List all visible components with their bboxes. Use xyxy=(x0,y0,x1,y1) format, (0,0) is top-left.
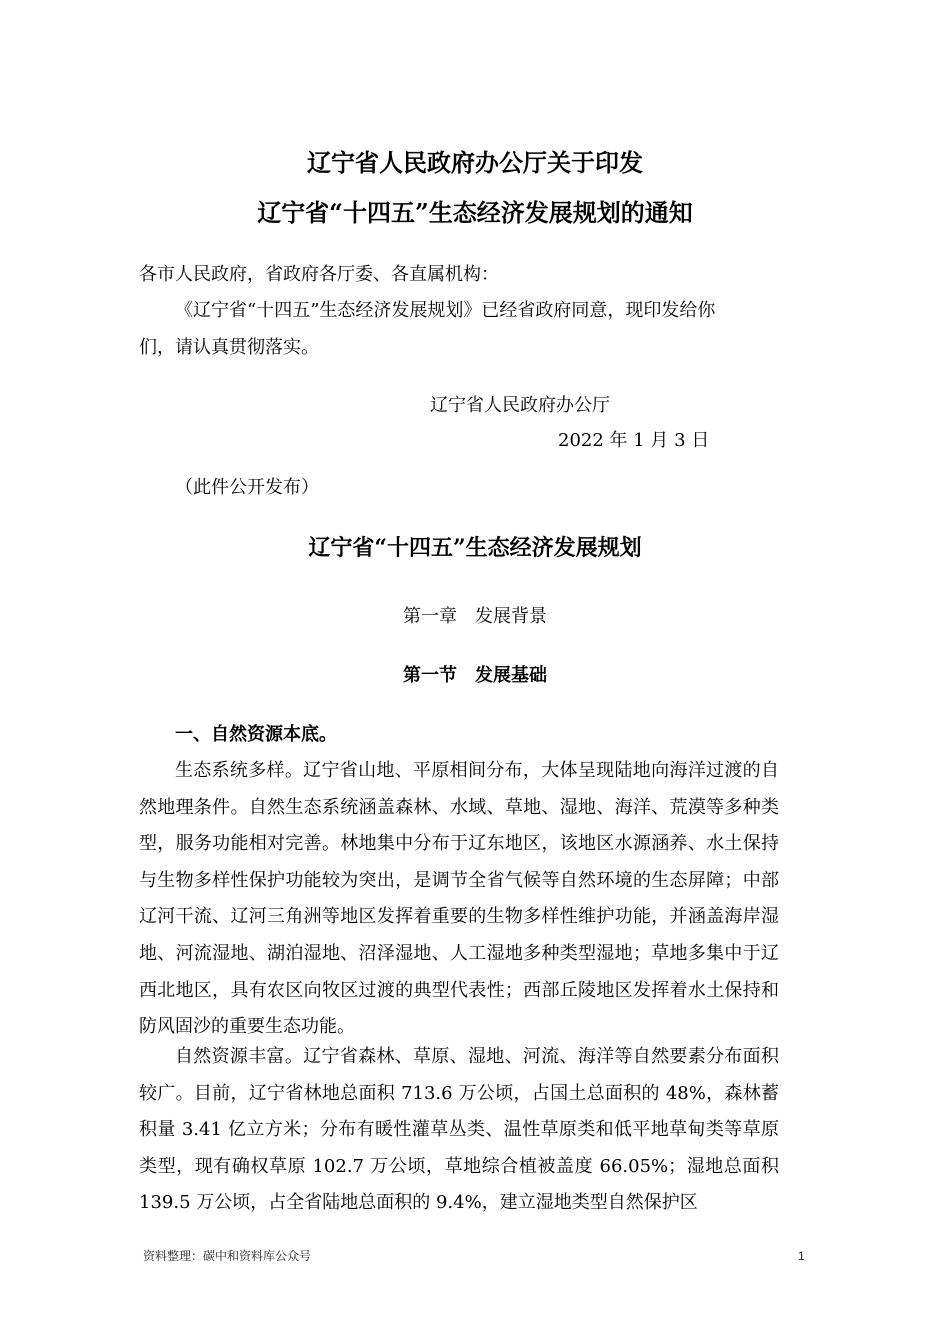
section-heading: 第一节 发展基础 xyxy=(403,665,547,686)
paragraph-ecosystem-diversity: 生态系统多样。辽宁省山地、平原相间分布，大体呈现陆地向海洋过渡的自然地理条件。自然生态系统涵盖森林、水域、草地、湿地、海洋、荒漠等多种类型，服务功能相对完善。林地集中分布于辽东地区，该地区水源涵养、水土保持与生物多样性保护功能较为突出，是调节全省气候等自然环境的生态屏障；中部辽河干流、辽河三角洲等地区发挥着重要的生物多样性维护功能，并涵盖海岸湿地、河流湿地、湖泊湿地、沼泽湿地、人工湿地多种类型湿地；草地多集中于辽西北地区，具有农区向牧区过渡的典型代表性；西部丘陵地区发挥着水土保持和防风固沙的重要生态功能。 xyxy=(139,760,779,1038)
notice-title-line-1: 辽宁省人民政府办公厅关于印发 xyxy=(307,148,643,177)
subsection-heading: 一、自然资源本底。 xyxy=(175,724,337,745)
plan-title: 辽宁省“十四五”生态经济发展规划 xyxy=(308,535,642,561)
notice-body-line-2: 们，请认真贯彻落实。 xyxy=(139,337,319,358)
footer-source: 资料整理：碳中和资料库公众号 xyxy=(143,1249,312,1263)
notice-title-line-2: 辽宁省“十四五”生态经济发展规划的通知 xyxy=(257,198,693,227)
notice-body-line-1: 《辽宁省“十四五”生态经济发展规划》已经省政府同意，现印发给你 xyxy=(175,300,716,321)
addressee: 各市人民政府，省政府各厅委、各直属机构： xyxy=(139,264,499,285)
page-number: 1 xyxy=(798,1249,805,1263)
disclosure-note: （此件公开发布） xyxy=(175,477,319,498)
paragraph-natural-resources: 自然资源丰富。辽宁省森林、草原、湿地、河流、海洋等自然要素分布面积较广。目前，辽宁省林地总面积 713.6 万公顷，占国土总面积的 48%，森林蓄积量 3.41 亿立方米；分布有暖性灌草丛类、温性草原类和低平地草甸类等草原类型，现有确权草原 102.7 万公顷，草地综合植被盖度 66.05%；湿地总面积 139.5 万公顷，占全省陆地总面积的 9.4%，建立湿地类型自然保护区 xyxy=(139,1046,779,1214)
chapter-heading: 第一章 发展背景 xyxy=(403,606,547,627)
issuer: 辽宁省人民政府办公厅 xyxy=(430,395,610,416)
issue-date: 2022 年 1 月 3 日 xyxy=(558,430,710,451)
